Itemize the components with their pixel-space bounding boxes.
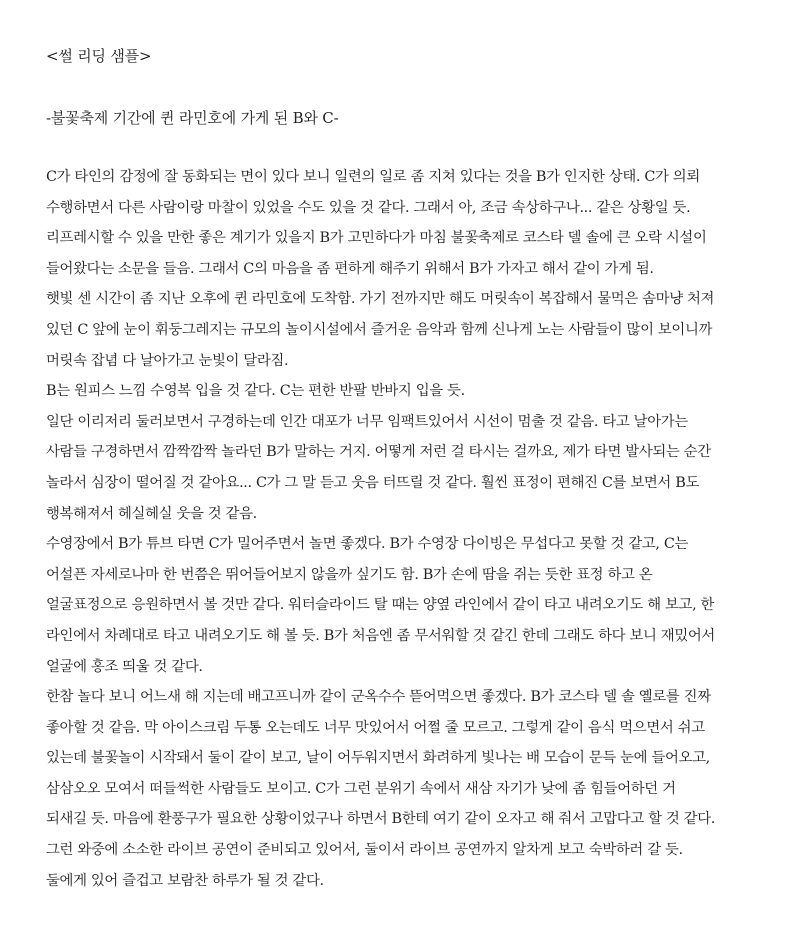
body-line: C가 타인의 감정에 잘 동화되는 면이 있다 보니 일련의 일로 좀 지쳐 있다는 것을 B가 인지한 상태. C가 의뢰	[46, 169, 700, 185]
body-line: B는 원피스 느낌 수영복 입을 것 같다. C는 편한 반팔 반바지 입을 듯.	[46, 383, 465, 400]
body-line: 그런 와중에 소소한 라이브 공연이 준비되고 있어서, 둘이서 라이브 공연까지 알차게 보고 숙박하러 갈 듯.	[46, 842, 683, 859]
body-line: 놀라서 심장이 떨어질 것 같아요... C가 그 말 듣고 웃음 터뜨릴 것 같다. 훨씬 표정이 편해진 C를 보면서 B도	[46, 474, 699, 491]
body-line: 어설픈 자세로나마 한 번쯤은 뛰어들어보지 않을까 싶기도 함. B가 손에 땀을 쥐는 듯한 표정 하고 온	[46, 566, 653, 583]
body-line: 들어왔다는 소문을 들음. 그래서 C의 마음을 좀 편하게 해주기 위해서 B가 가자고 해서 같이 가게 됨.	[46, 260, 654, 277]
body-line: 한참 놀다 보니 어느새 해 지는데 배고프니까 같이 군옥수수 뜯어먹으면 좋겠다. B가 코스타 델 솔 옐로를 진짜	[46, 689, 711, 706]
document-body	[46, 162, 786, 896]
body-line: 햇빛 센 시간이 좀 지난 오후에 퀸 라민호에 도착함. 가기 전까지만 해도 머릿속이 복잡해서 물먹은 솜마냥 처져	[46, 291, 715, 308]
body-line: 사람들 구경하면서 깜짝깜짝 놀라던 B가 말하는 거지. 어떻게 저런 걸 타시는 걸까요, 제가 타면 발사되는 순간	[46, 444, 711, 461]
body-line: 있는데 불꽃놀이 시작돼서 둘이 같이 보고, 날이 어두워지면서 화려하게 빛나는 배 모습이 문득 눈에 들어오고,	[46, 750, 710, 767]
body-line: 얼굴에 홍조 띄울 것 같다.	[46, 658, 203, 675]
document-subtitle: -불꽃축제 기간에 퀸 라민호에 가게 된 B와 C-	[46, 109, 339, 127]
body-line: 리프레시할 수 있을 만한 좋은 계기가 있을지 B가 고민하다가 마침 불꽃축제로 코스타 델 솔에 큰 오락 시설이	[46, 230, 707, 247]
body-line: 일단 이리저리 둘러보면서 구경하는데 인간 대포가 너무 임팩트있어서 시선이 멈출 것 같음. 타고 날아가는	[46, 413, 688, 430]
body-line: 얼굴표정으로 응원하면서 볼 것만 같다. 워터슬라이드 탈 때는 양옆 라인에서 같이 타고 내려오기도 해 보고, 한	[46, 597, 715, 614]
body-line: 수영장에서 B가 튜브 타면 C가 밀어주면서 놀면 좋겠다. B가 수영장 다이빙은 무섭다고 못할 것 같고, C는	[46, 536, 689, 553]
body-line: 좋아할 것 같음. 막 아이스크림 두통 오는데도 너무 맛있어서 어쩔 줄 모르고. 그렇게 같이 음식 먹으면서 쉬고	[46, 719, 705, 736]
document-title: <썰 리딩 샘플>	[46, 47, 152, 65]
body-line: 있던 C 앞에 눈이 휘둥그레지는 규모의 놀이시설에서 즐거운 음악과 함께 신나게 노는 사람들이 많이 보이니까	[46, 321, 713, 338]
body-line: 라인에서 차례대로 타고 내려오기도 해 볼 듯. B가 처음엔 좀 무서워할 것 같긴 한데 그래도 하다 보니 재밌어서	[46, 627, 715, 644]
body-line: 수행하면서 다른 사람이랑 마찰이 있었을 수도 있을 것 같다. 그래서 아, 조금 속상하구나... 같은 상황일 듯.	[46, 199, 691, 216]
body-line: 되새길 듯. 마음에 환풍구가 필요한 상황이었구나 하면서 B한테 여기 같이 오자고 해 줘서 고맙다고 할 것 같다.	[46, 811, 715, 828]
body-line: 삼삼오오 모여서 떠들썩한 사람들도 보이고. C가 그런 분위기 속에서 새삼 자기가 낮에 좀 힘들어하던 거	[46, 780, 676, 797]
body-line: 둘에게 있어 즐겁고 보람찬 하루가 될 것 같다.	[46, 872, 324, 889]
body-line: 머릿속 잡념 다 날아가고 눈빛이 달라짐.	[46, 352, 289, 369]
body-line: 행복해져서 헤실헤실 웃을 것 같음.	[46, 505, 257, 522]
